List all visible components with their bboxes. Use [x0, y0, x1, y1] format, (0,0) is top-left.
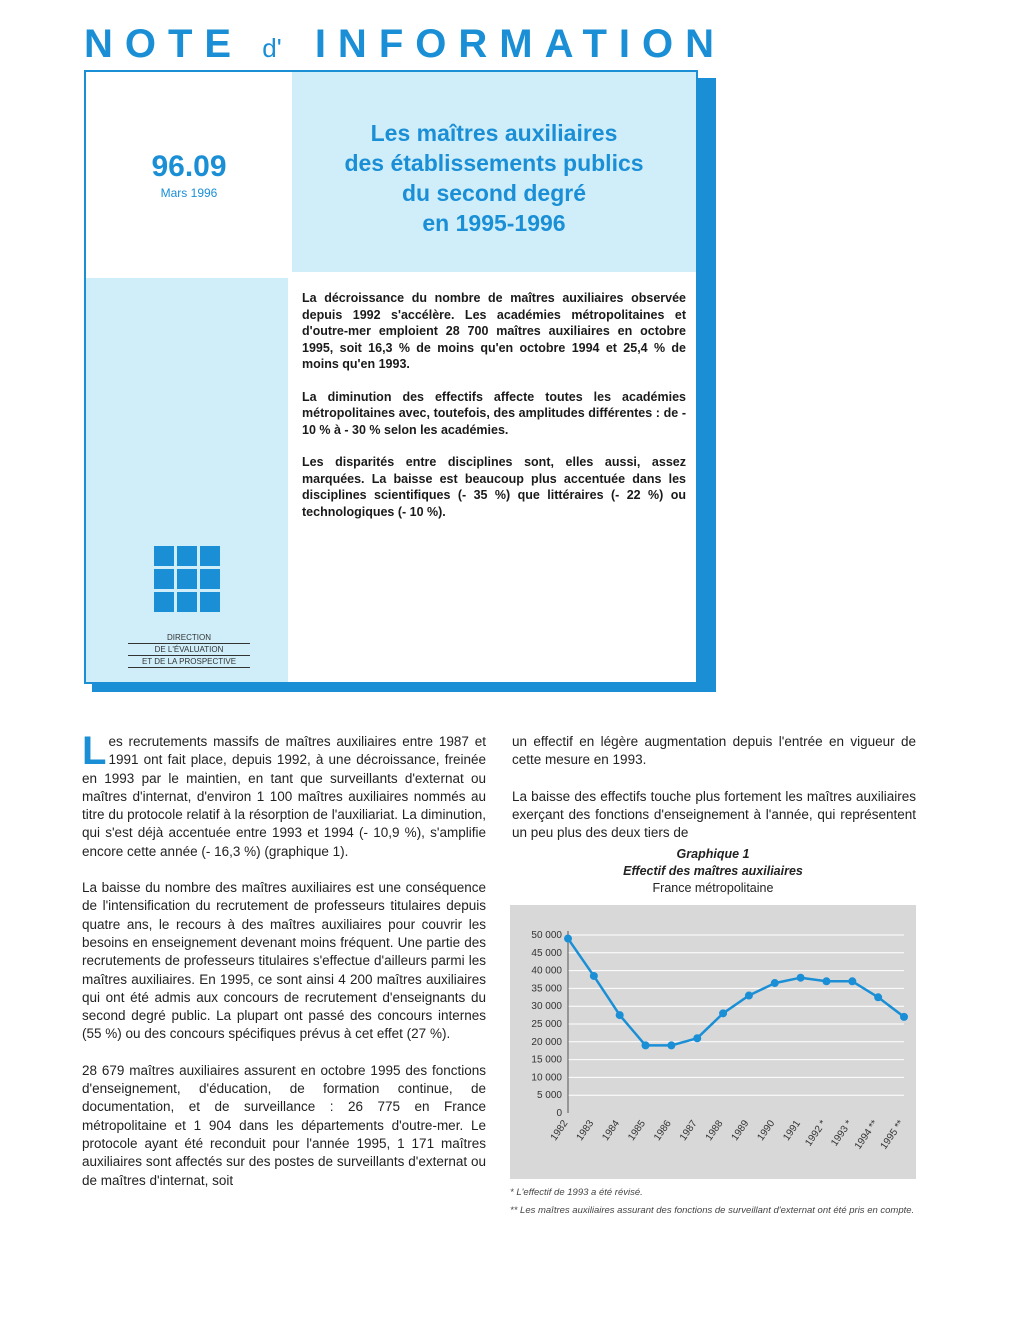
data-point [771, 979, 779, 987]
y-tick-label: 45 000 [531, 947, 562, 959]
drop-cap: L [82, 729, 107, 773]
abstract [302, 290, 686, 536]
body-paragraph: La baisse du nombre des maîtres auxiliaires est une conséquence de l'intensification du recrutement de professeurs titulaires depuis quatre ans, le recours à des maîtres auxiliaires pour couvrir les besoins en enseignement devenant moins fréquent. Une partie des recrutements de professeurs titulaires s'effectue d'ailleurs parmi les maîtres auxiliaires. En 1995, ce sont ainsi 4 200 maîtres auxiliaires qui ont été admis aux concours de recrutement d'enseignants du second degré public. La plupart ont passé des concours internes (55 %) ou des concours spécifiques prévus à cet effet (27 %). [82, 880, 486, 1042]
data-point [797, 974, 805, 982]
y-tick-label: 10 000 [531, 1072, 562, 1084]
x-tick-label: 1992 * [803, 1118, 829, 1149]
department-line: ET DE LA PROSPECTIVE [128, 656, 250, 668]
series-line [568, 939, 904, 1046]
x-tick-label: 1982 [548, 1118, 571, 1143]
department-name [128, 632, 250, 668]
masthead-note: NOTE [84, 22, 244, 66]
x-tick-label: 1984 [600, 1118, 623, 1143]
chart [510, 905, 916, 1179]
graph-caption [510, 846, 916, 897]
graph-label: Graphique 1 [676, 847, 750, 861]
abstract-paragraph: La diminution des effectifs affecte toutes les académies métropolitaines avec, toutefois, des amplitudes différentes : de - 10 % à - 30 % selon les académies. [302, 389, 686, 437]
x-tick-label: 1990 [755, 1118, 778, 1143]
y-tick-label: 25 000 [531, 1019, 562, 1030]
masthead-d: d' [262, 33, 282, 63]
chart-svg [510, 905, 916, 1179]
issue-date: Mars 1996 [160, 186, 218, 200]
y-tick-label: 5 000 [536, 1090, 562, 1102]
y-tick-label: 40 000 [531, 965, 562, 977]
x-tick-label: 1986 [652, 1118, 674, 1143]
data-point [848, 977, 856, 985]
footnote-1: * L'effectif de 1993 a été révisé. [510, 1187, 643, 1198]
body-paragraph: Les recrutements massifs de maîtres auxiliaires entre 1987 et 1991 ont fait place, depuis 1992, à une décroissance, freinée en 1993 par le maintien, en tant que surveillants d'externat ou maîtres d'internat, d'environ 1 100 maîtres auxiliaires nommés au titre du protocole relatif à la résorption de l'auxiliariat. La diminution, qui s'est déjà accentuée entre 1993 et 1994 (- 10,9 %), s'amplifie encore cette année (- 16,3 %) (graphique 1). [82, 729, 486, 859]
body-paragraph: un effectif en légère augmentation depuis l'entrée en vigueur de cette mesure en 1993. [512, 734, 916, 768]
logo-panel [86, 278, 288, 682]
y-tick-label: 0 [556, 1108, 562, 1119]
data-point [822, 977, 830, 985]
body-paragraph: 28 679 maîtres auxiliaires assurent en octobre 1995 des fonctions d'enseignement, d'éducation, de formation continue, de documentation, et de surveillance : 26 775 en France métropolitaine et 1 904 dans les départements d'outre-mer. Le protocole ayant été reconduit pour l'année 1995, 1 171 maîtres auxiliaires sont affectés sur des postes de surveillants d'externat ou de maîtres d'internat, soit [82, 1062, 486, 1188]
graph-subtitle: France métropolitaine [652, 881, 774, 895]
y-tick-label: 15 000 [531, 1054, 562, 1066]
data-point [616, 1011, 624, 1019]
x-tick-label: 1987 [677, 1118, 700, 1143]
body-column-1 [82, 729, 486, 1208]
data-point [642, 1041, 650, 1049]
y-tick-label: 50 000 [531, 930, 562, 941]
data-point [667, 1041, 675, 1049]
data-point [564, 935, 572, 943]
x-tick-label: 1989 [729, 1118, 752, 1143]
footnote-2: ** Les maîtres auxiliaires assurant des fonctions de surveillant d'externat ont été pris en compte. [510, 1205, 915, 1216]
ministry-logo [154, 546, 220, 612]
department-line: DIRECTION [128, 632, 250, 644]
data-point [693, 1034, 701, 1042]
x-tick-label: 1995 ** [878, 1118, 907, 1152]
x-tick-label: 1985 [626, 1118, 648, 1143]
masthead-information: INFORMATION [314, 22, 727, 66]
page-title: Les maîtres auxiliaires des établissements publics du second degré en 1995-1996 [344, 120, 644, 236]
header-box [84, 70, 698, 684]
masthead [84, 22, 726, 67]
abstract-paragraph: La décroissance du nombre de maîtres auxiliaires observée depuis 1992 s'accélère. Les académies métropolitaines et d'outre-mer emploient 28 700 maîtres auxiliaires en octobre 1995, soit 16,3 % de moins qu'en octobre 1994 et 25,4 % de moins qu'en 1993. [302, 291, 686, 371]
x-tick-label: 1994 ** [852, 1118, 881, 1152]
data-point [590, 972, 598, 980]
data-point [745, 992, 753, 1000]
x-tick-label: 1991 [781, 1118, 804, 1143]
data-point [900, 1013, 908, 1021]
y-tick-label: 30 000 [531, 1001, 562, 1013]
department-line: DE L'ÉVALUATION [128, 644, 250, 656]
issue-info [86, 150, 292, 200]
abstract-paragraph: Les disparités entre disciplines sont, elles aussi, assez marquées. La baisse est beaucoup plus accentuée dans les disciplines scientifiques (- 35 %) que littéraires (- 22 %) ou technologiques (- 10 %). [302, 455, 686, 519]
data-point [719, 1009, 727, 1017]
y-tick-label: 35 000 [531, 983, 562, 995]
issue-number: 96.09 [151, 150, 227, 183]
data-point [874, 993, 882, 1001]
x-tick-label: 1983 [574, 1118, 597, 1143]
x-tick-label: 1988 [703, 1118, 726, 1143]
body-column-2 [512, 733, 916, 860]
body-paragraph: La baisse des effectifs touche plus fortement les maîtres auxiliaires exerçant des fonctions d'enseignement à l'année, qui représentent un peu plus des deux tiers de [512, 788, 916, 841]
y-tick-label: 20 000 [531, 1036, 562, 1048]
graph-title: Effectif des maîtres auxiliaires [623, 864, 803, 878]
x-tick-label: 1993 * [829, 1118, 855, 1149]
